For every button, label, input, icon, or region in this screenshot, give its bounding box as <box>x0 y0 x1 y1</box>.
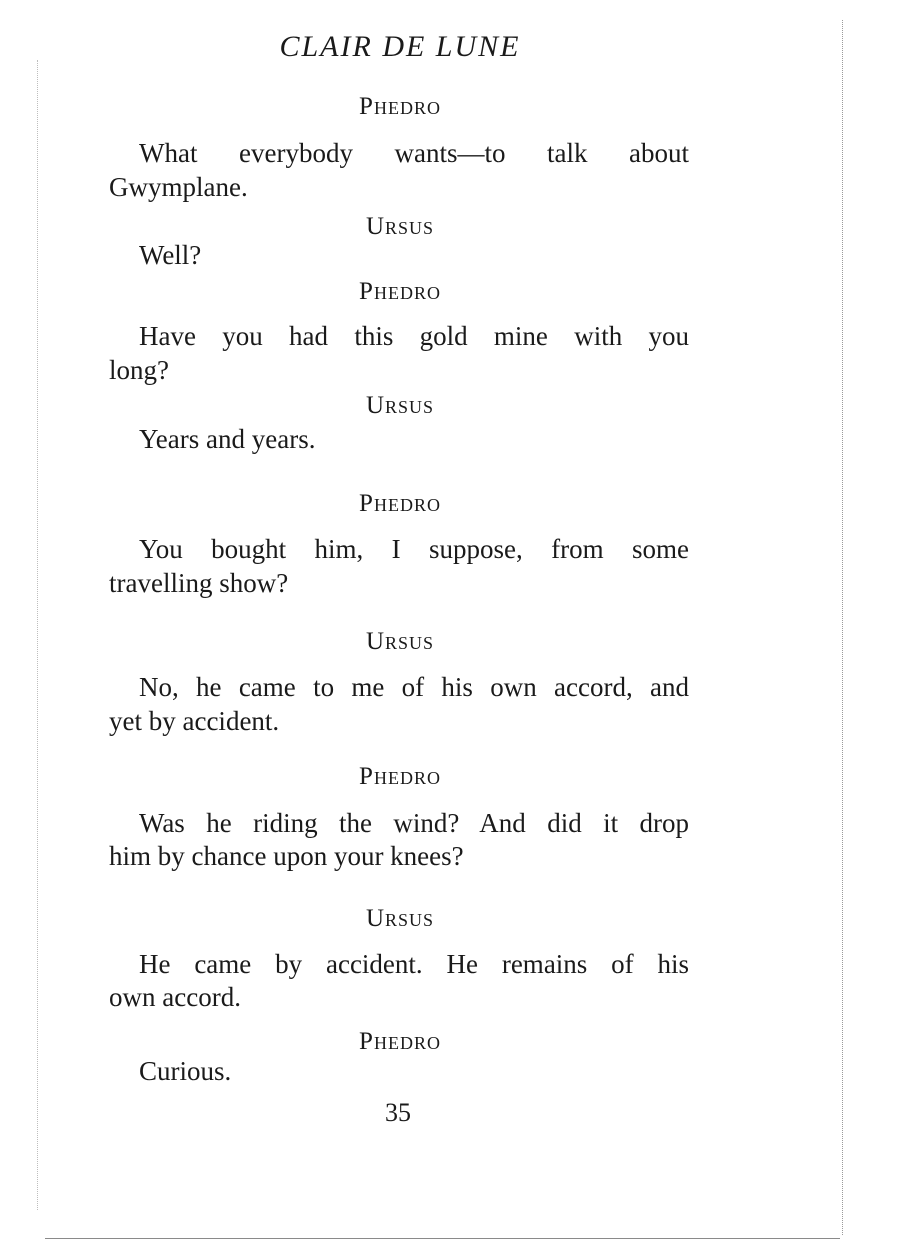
dialogue-line: He came by accident. He remains of his <box>139 949 689 979</box>
dialogue-line: No, he came to me of his own accord, and <box>139 672 689 702</box>
dialogue-line: Was he riding the wind? And did it drop <box>139 808 689 838</box>
speaker-name: Phedro <box>359 490 441 517</box>
speaker-name: Phedro <box>359 278 441 305</box>
dialogue-line: Have you had this gold mine with you <box>139 321 689 351</box>
dialogue-line: What everybody wants—to talk about <box>139 138 689 168</box>
running-head-title: CLAIR DE LUNE <box>279 30 521 63</box>
speaker-name: Ursus <box>365 905 435 932</box>
dialogue-line: Years and years. <box>139 424 316 454</box>
speaker-name: Ursus <box>365 213 435 240</box>
speaker-name: Ursus <box>365 628 435 655</box>
dialogue-line: long? <box>109 355 169 385</box>
dialogue-line: own accord. <box>109 982 241 1012</box>
speaker-name: Ursus <box>365 392 435 419</box>
dialogue-line: Curious. <box>139 1056 232 1086</box>
dialogue-line: Well? <box>139 240 202 270</box>
speaker-name: Phedro <box>359 763 441 790</box>
page-number: 35 <box>385 1098 411 1127</box>
dialogue-line: yet by accident. <box>109 706 280 736</box>
dialogue-line: travelling show? <box>109 568 289 598</box>
dialogue-line: You bought him, I suppose, from some <box>139 534 689 564</box>
speaker-name: Phedro <box>359 1028 441 1055</box>
dialogue-line: Gwymplane. <box>109 172 248 202</box>
page-edge-right <box>842 20 843 1235</box>
speaker-name: Phedro <box>359 93 441 120</box>
dialogue-line: him by chance upon your knees? <box>109 841 464 871</box>
page-edge-bottom <box>45 1238 840 1239</box>
